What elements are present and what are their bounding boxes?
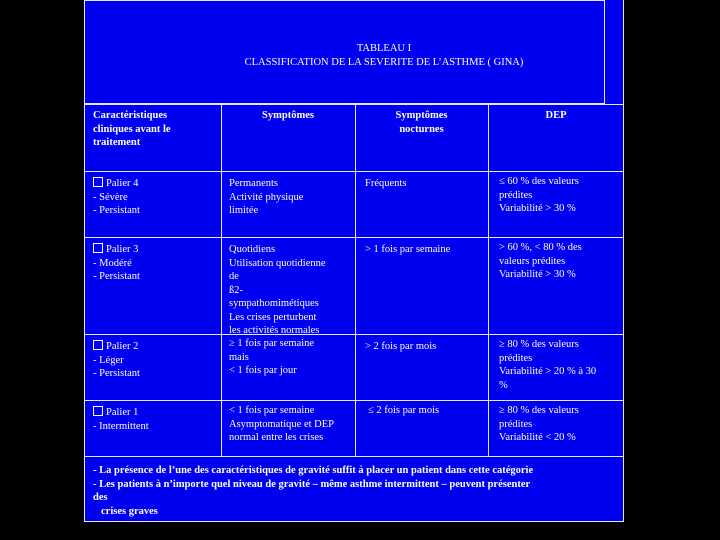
level-name: Palier 2 [106,341,139,352]
header-symptoms-line: Symptômes [262,110,314,121]
row-palier-2-dep [499,338,621,392]
dep-line: prédites [499,418,533,430]
level-line: - Léger [93,354,124,366]
level-line [93,406,218,420]
level-line [93,177,218,191]
dep-line: valeurs prédites [499,255,566,267]
nocturnal-line: > 2 fois par mois [365,341,437,352]
footnote-line: - La présence de l’une des caractéristiques de gravité suffit à placer un patient dans cette catégorie [93,465,534,476]
checkbox-icon [93,177,103,187]
level-name: Palier 1 [106,407,139,418]
row-palier-4-symptoms [229,177,353,218]
header-symptoms [221,109,355,123]
symptoms-line: de [229,271,239,282]
dep-line: % [499,379,508,391]
level-line [93,340,218,354]
footnote-line: - Les patients à n’importe quel niveau de gravité – même asthme intermittent – peuvent présenter [93,478,531,490]
symptoms-line: ≥ 1 fois par semaine [229,338,315,349]
table-frame [84,104,624,522]
nocturnal-line: ≤ 2 fois par mois [368,405,440,416]
header-characteristics-line: cliniques avant le [93,123,171,135]
header-dep [488,109,624,123]
symptoms-line: < 1 fois par semaine [229,405,315,416]
row-divider-1 [84,237,624,238]
symptoms-line: normal entre les crises [229,432,324,443]
dep-line: prédites [499,352,533,364]
row-palier-3-symptoms [229,243,353,338]
dep-line: Variabilité < 20 % [499,432,576,443]
row-palier-2-symptoms [229,337,353,378]
row-palier-3-dep [499,241,621,282]
row-palier-4-dep [499,175,621,216]
row-divider-3 [84,400,624,401]
dep-line: > 60 %, < 80 % des [499,242,582,253]
symptoms-line: Les crises perturbent [229,311,317,323]
row-divider-2 [84,334,624,335]
col-divider-1 [221,104,222,456]
symptoms-line: limitée [229,205,259,216]
nocturnal-line: Fréquents [365,178,407,189]
symptoms-line: les activités normales [229,325,320,336]
row-divider-header [84,171,624,172]
header-characteristics-line: traitement [93,137,141,148]
level-line: - Persistant [93,271,140,282]
row-palier-2-level [93,340,218,381]
title-line-2: CLASSIFICATION DE LA SEVERITE DE L’ASTHME ( GINA) [244,57,524,68]
col-divider-2 [355,104,356,456]
dep-line: ≥ 80 % des valeurs [499,405,579,416]
row-palier-1-symptoms [229,404,353,445]
dep-line: Variabilité > 20 % à 30 [499,366,597,377]
dep-line: ≤ 60 % des valeurs [499,176,579,187]
row-palier-3-nocturnal [365,243,487,257]
row-divider-4 [84,456,624,457]
level-line: - Persistant [93,205,140,216]
level-line: - Modéré [93,257,132,269]
level-name: Palier 3 [106,244,139,255]
row-palier-3-level [93,243,218,284]
checkbox-icon [93,243,103,253]
level-line [93,243,218,257]
row-palier-2-nocturnal [365,340,487,354]
header-nocturnal-line: Symptômes [395,110,448,121]
level-line: - Persistant [93,368,140,379]
row-palier-4-nocturnal [365,177,487,191]
symptoms-line: mais [229,351,249,363]
table-footnote [93,464,608,518]
symptoms-line: sympathomimétiques [229,298,319,309]
header-dep-line: DEP [545,110,567,121]
symptoms-line: Utilisation quotidienne [229,257,326,269]
header-characteristics [93,109,218,150]
dep-line: Variabilité > 30 % [499,269,576,280]
level-line: - Intermittent [93,420,149,432]
symptoms-line: Activité physique [229,191,304,203]
header-nocturnal-line: nocturnes [399,123,444,135]
row-palier-1-dep [499,404,621,445]
col-divider-3 [488,104,489,456]
title-line-1: TABLEAU I [356,43,412,54]
dep-line: Variabilité > 30 % [499,203,576,214]
header-characteristics-line: Caractéristiques [93,110,168,121]
header-nocturnal [355,109,488,136]
symptoms-line: Permanents [229,178,278,189]
dep-line: prédites [499,189,533,201]
symptoms-line: Asymptomatique et DEP [229,418,334,430]
footnote-line: crises graves [101,505,158,517]
level-name: Palier 4 [106,178,139,189]
symptoms-line: < 1 fois par jour [229,365,297,376]
symptoms-line: Quotidiens [229,244,276,255]
row-palier-4-level [93,177,218,218]
table-title [84,42,684,70]
checkbox-icon [93,406,103,416]
checkbox-icon [93,340,103,350]
nocturnal-line: > 1 fois par semaine [365,244,451,255]
row-palier-1-nocturnal [368,404,488,418]
footnote-line: des [93,492,108,503]
level-line: - Sévère [93,191,128,203]
row-palier-1-level [93,406,218,433]
symptoms-line: ß2- [229,284,243,296]
dep-line: ≥ 80 % des valeurs [499,339,579,350]
